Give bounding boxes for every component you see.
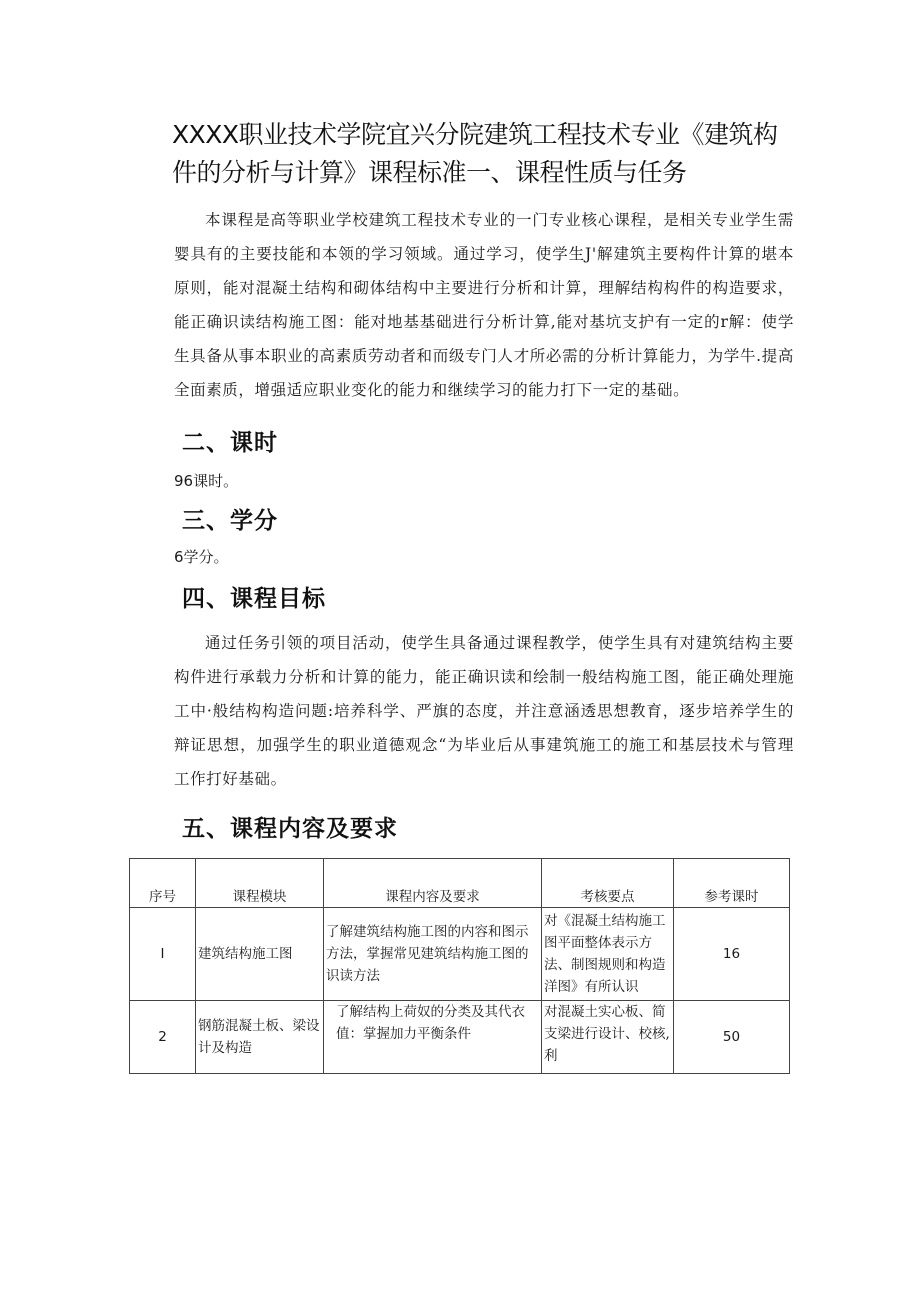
header-content: 课程内容及要求 [324,859,542,908]
row-num: I [130,908,196,1001]
header-hours: 参考课时 [674,859,790,908]
row-assessment: 对混凝土实心板、简支梁进行设计、校核, 利 [542,1001,674,1074]
document-title: XXXX职业技术学院宜兴分院建筑工程技术专业《建筑构件的分析与计算》课程标准一、课程性质与任务 [172,120,778,187]
header-num: 序号 [130,859,196,908]
table-header-row [130,859,790,908]
row-content: 了解建筑结构施工图的内容和图示方法，掌握常见建筑结构施工图的识读方法 [324,908,542,1001]
table-row [130,1001,790,1074]
table-row [130,908,790,1001]
course-content-table [129,858,790,1074]
row-content: 了解结构上荷奴的分类及其代衣值：掌握加力平衡条件 [324,1001,542,1074]
credits-text: 6学分。 [174,548,229,566]
row-module: 建筑结构施工图 [196,908,324,1001]
section-heading-credits: 三、学分 [182,508,278,534]
header-module: 课程模块 [196,859,324,908]
section-heading-goals: 四、课程目标 [182,586,326,612]
row-assessment: 对《混凝土结构施工图平面整体表示方法、制图规则和构造洋图》有所认识 [542,908,674,1001]
intro-paragraph: 本课程是高等职业学校建筑工程技术专业的一门专业核心课程，是相关专业学生需婴具有的主要技能和本领的学习领域。通过学习，使学生J'解建筑主要构件计算的堪本原则，能对混凝土结构和砌体结构中主要进行分析和计算，理解结构构件的构造要求，能正确识读结构施工图：能对地基基础进行分析计算,能对基坑支护有一定的r解：使学生具备从事本职业的高素质劳动者和而级专门人才所必需的分析计算能力，为学牛.提高全面素质，增强适应职业变化的能力和继续学习的能力打下一定的基础。 [174,211,794,399]
hours-text: 96课时。 [174,472,239,490]
header-assessment: 考核要点 [542,859,674,908]
section-heading-content: 五、课程内容及要求 [182,816,398,842]
section-heading-hours: 二、课时 [182,430,278,456]
row-num: 2 [130,1001,196,1074]
row-hours: 50 [674,1001,790,1074]
row-hours: 16 [674,908,790,1001]
goals-paragraph: 通过任务引领的项目活动，使学生具备通过课程教学，使学生具有对建筑结构主要构件进行承载力分析和计算的能力，能正确识读和绘制一般结构施工图，能正确处理施工中·般结构构造问题:培养科学、严旗的态度，并注意涵透思想教育，逐步培养学生的辩证思想，加强学生的职业道德观念“为毕业后从事建筑施工的施工和基层技术与管理工作打好基础。 [174,634,794,788]
row-module: 钢筋混凝土板、梁设计及构造 [196,1001,324,1074]
